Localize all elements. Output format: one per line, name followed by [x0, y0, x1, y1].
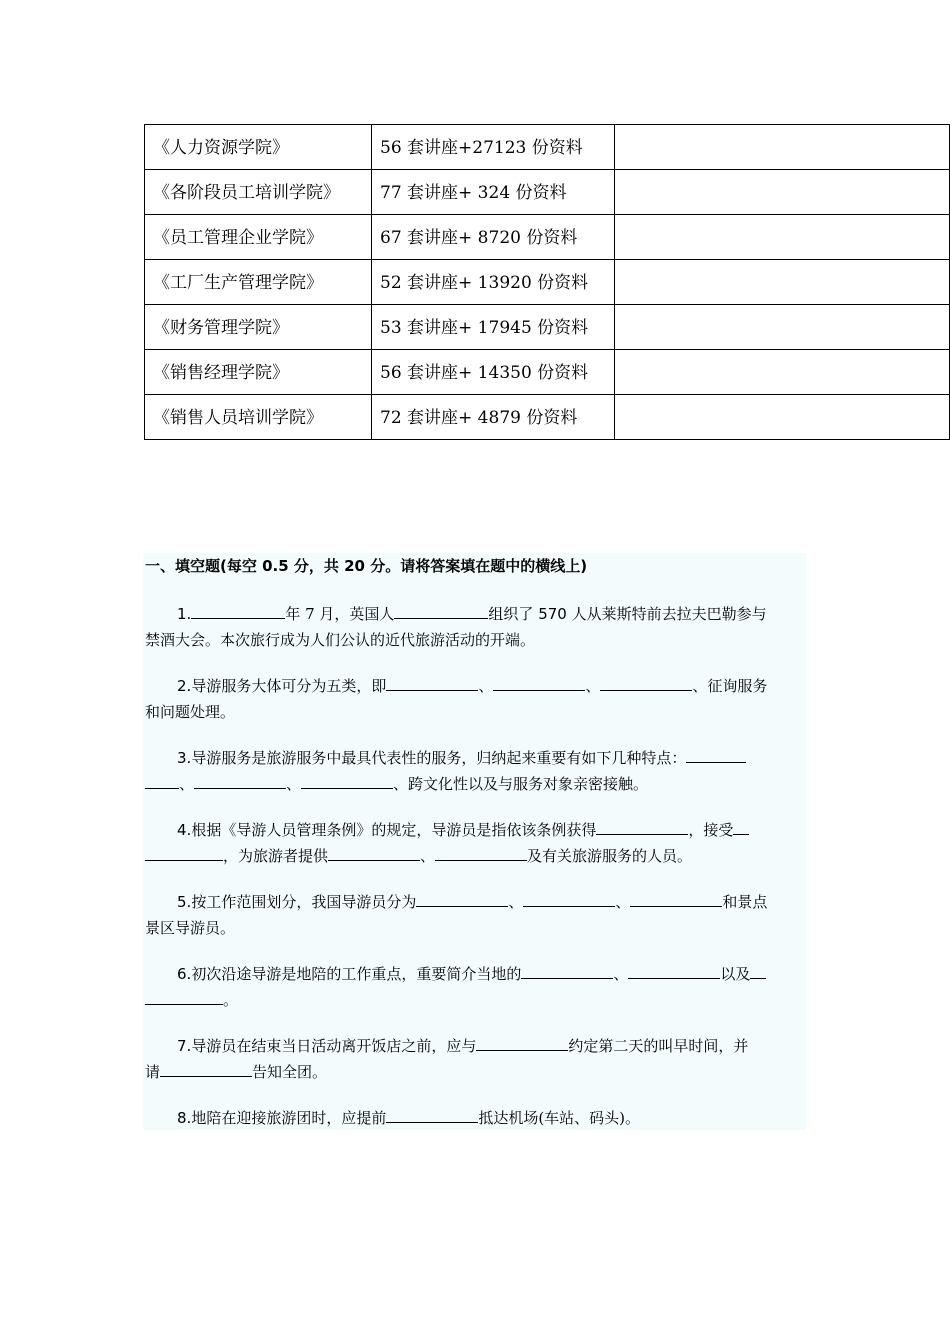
- course-name: 《财务管理学院》: [145, 305, 372, 350]
- empty-cell: [615, 125, 950, 170]
- course-content: 53 套讲座+ 17945 份资料: [372, 305, 615, 350]
- answer-blank[interactable]: [145, 843, 223, 861]
- course-name: 《销售经理学院》: [145, 350, 372, 395]
- answer-blank[interactable]: [493, 673, 585, 691]
- answer-blank[interactable]: [750, 961, 766, 979]
- table-row: [145, 215, 950, 260]
- course-name: 《人力资源学院》: [145, 125, 372, 170]
- answer-blank[interactable]: [301, 771, 393, 789]
- course-name: 《员工管理企业学院》: [145, 215, 372, 260]
- course-content: 56 套讲座+ 14350 份资料: [372, 350, 615, 395]
- answer-blank[interactable]: [191, 601, 285, 619]
- question-1: 1. 年 7 月，英国人 组织了 570 人从莱斯特前去拉夫巴勒参与 禁酒大会。本次旅行成为人们公认的近代旅游活动的开端。: [145, 601, 805, 653]
- course-content: 72 套讲座+ 4879 份资料: [372, 395, 615, 440]
- answer-blank[interactable]: [328, 843, 420, 861]
- answer-blank[interactable]: [523, 889, 615, 907]
- answer-blank[interactable]: [145, 771, 179, 789]
- table-row: [145, 125, 950, 170]
- answer-blank[interactable]: [145, 987, 223, 1005]
- course-name: 《各阶段员工培训学院》: [145, 170, 372, 215]
- fill-in-blank-section: [143, 553, 806, 1130]
- answer-blank[interactable]: [194, 771, 286, 789]
- table-row: [145, 170, 950, 215]
- answer-blank[interactable]: [435, 843, 527, 861]
- course-name: 《工厂生产管理学院》: [145, 260, 372, 305]
- answer-blank[interactable]: [476, 1033, 568, 1051]
- question-8: 8.地陪在迎接旅游团时，应提前 抵达机场(车站、码头)。: [145, 1105, 805, 1131]
- answer-blank[interactable]: [596, 817, 688, 835]
- course-content: 52 套讲座+ 13920 份资料: [372, 260, 615, 305]
- answer-blank[interactable]: [386, 1105, 478, 1123]
- course-catalog-table: [144, 124, 950, 440]
- course-content: 77 套讲座+ 324 份资料: [372, 170, 615, 215]
- answer-blank[interactable]: [160, 1059, 252, 1077]
- table-row: [145, 395, 950, 440]
- table-row: [145, 350, 950, 395]
- answer-blank[interactable]: [416, 889, 508, 907]
- answer-blank[interactable]: [600, 673, 692, 691]
- empty-cell: [615, 260, 950, 305]
- question-6: 6.初次沿途导游是地陪的工作重点，重要简介当地的 、 以及 。: [145, 961, 805, 1013]
- answer-blank[interactable]: [386, 673, 478, 691]
- question-2: 2.导游服务大体可分为五类，即 、 、 、征询服务 和问题处理。: [145, 673, 805, 725]
- answer-blank[interactable]: [686, 745, 746, 763]
- table-row: [145, 305, 950, 350]
- empty-cell: [615, 305, 950, 350]
- answer-blank[interactable]: [733, 817, 749, 835]
- question-7: 7.导游员在结束当日活动离开饭店之前，应与 约定第二天的叫早时间，并 请 告知全团。: [145, 1033, 805, 1085]
- answer-blank[interactable]: [521, 961, 613, 979]
- empty-cell: [615, 350, 950, 395]
- empty-cell: [615, 215, 950, 260]
- question-3: 3.导游服务是旅游服务中最具代表性的服务，归纳起来重要有如下几种特点： 、 、 、跨文化性以及与服务对象亲密接触。: [145, 745, 805, 797]
- section-heading: 一、填空题(每空 0.5 分，共 20 分。请将答案填在题中的横线上): [145, 557, 588, 575]
- course-content: 67 套讲座+ 8720 份资料: [372, 215, 615, 260]
- empty-cell: [615, 170, 950, 215]
- question-5: 5.按工作范围划分，我国导游员分为 、 、 和景点 景区导游员。: [145, 889, 805, 941]
- course-name: 《销售人员培训学院》: [145, 395, 372, 440]
- answer-blank[interactable]: [628, 961, 720, 979]
- empty-cell: [615, 395, 950, 440]
- table-row: [145, 260, 950, 305]
- course-content: 56 套讲座+27123 份资料: [372, 125, 615, 170]
- question-4: 4.根据《导游人员管理条例》的规定，导游员是指依该条例获得 ，接受 ，为旅游者提供 、 及有关旅游服务的人员。: [145, 817, 805, 869]
- answer-blank[interactable]: [630, 889, 722, 907]
- answer-blank[interactable]: [394, 601, 488, 619]
